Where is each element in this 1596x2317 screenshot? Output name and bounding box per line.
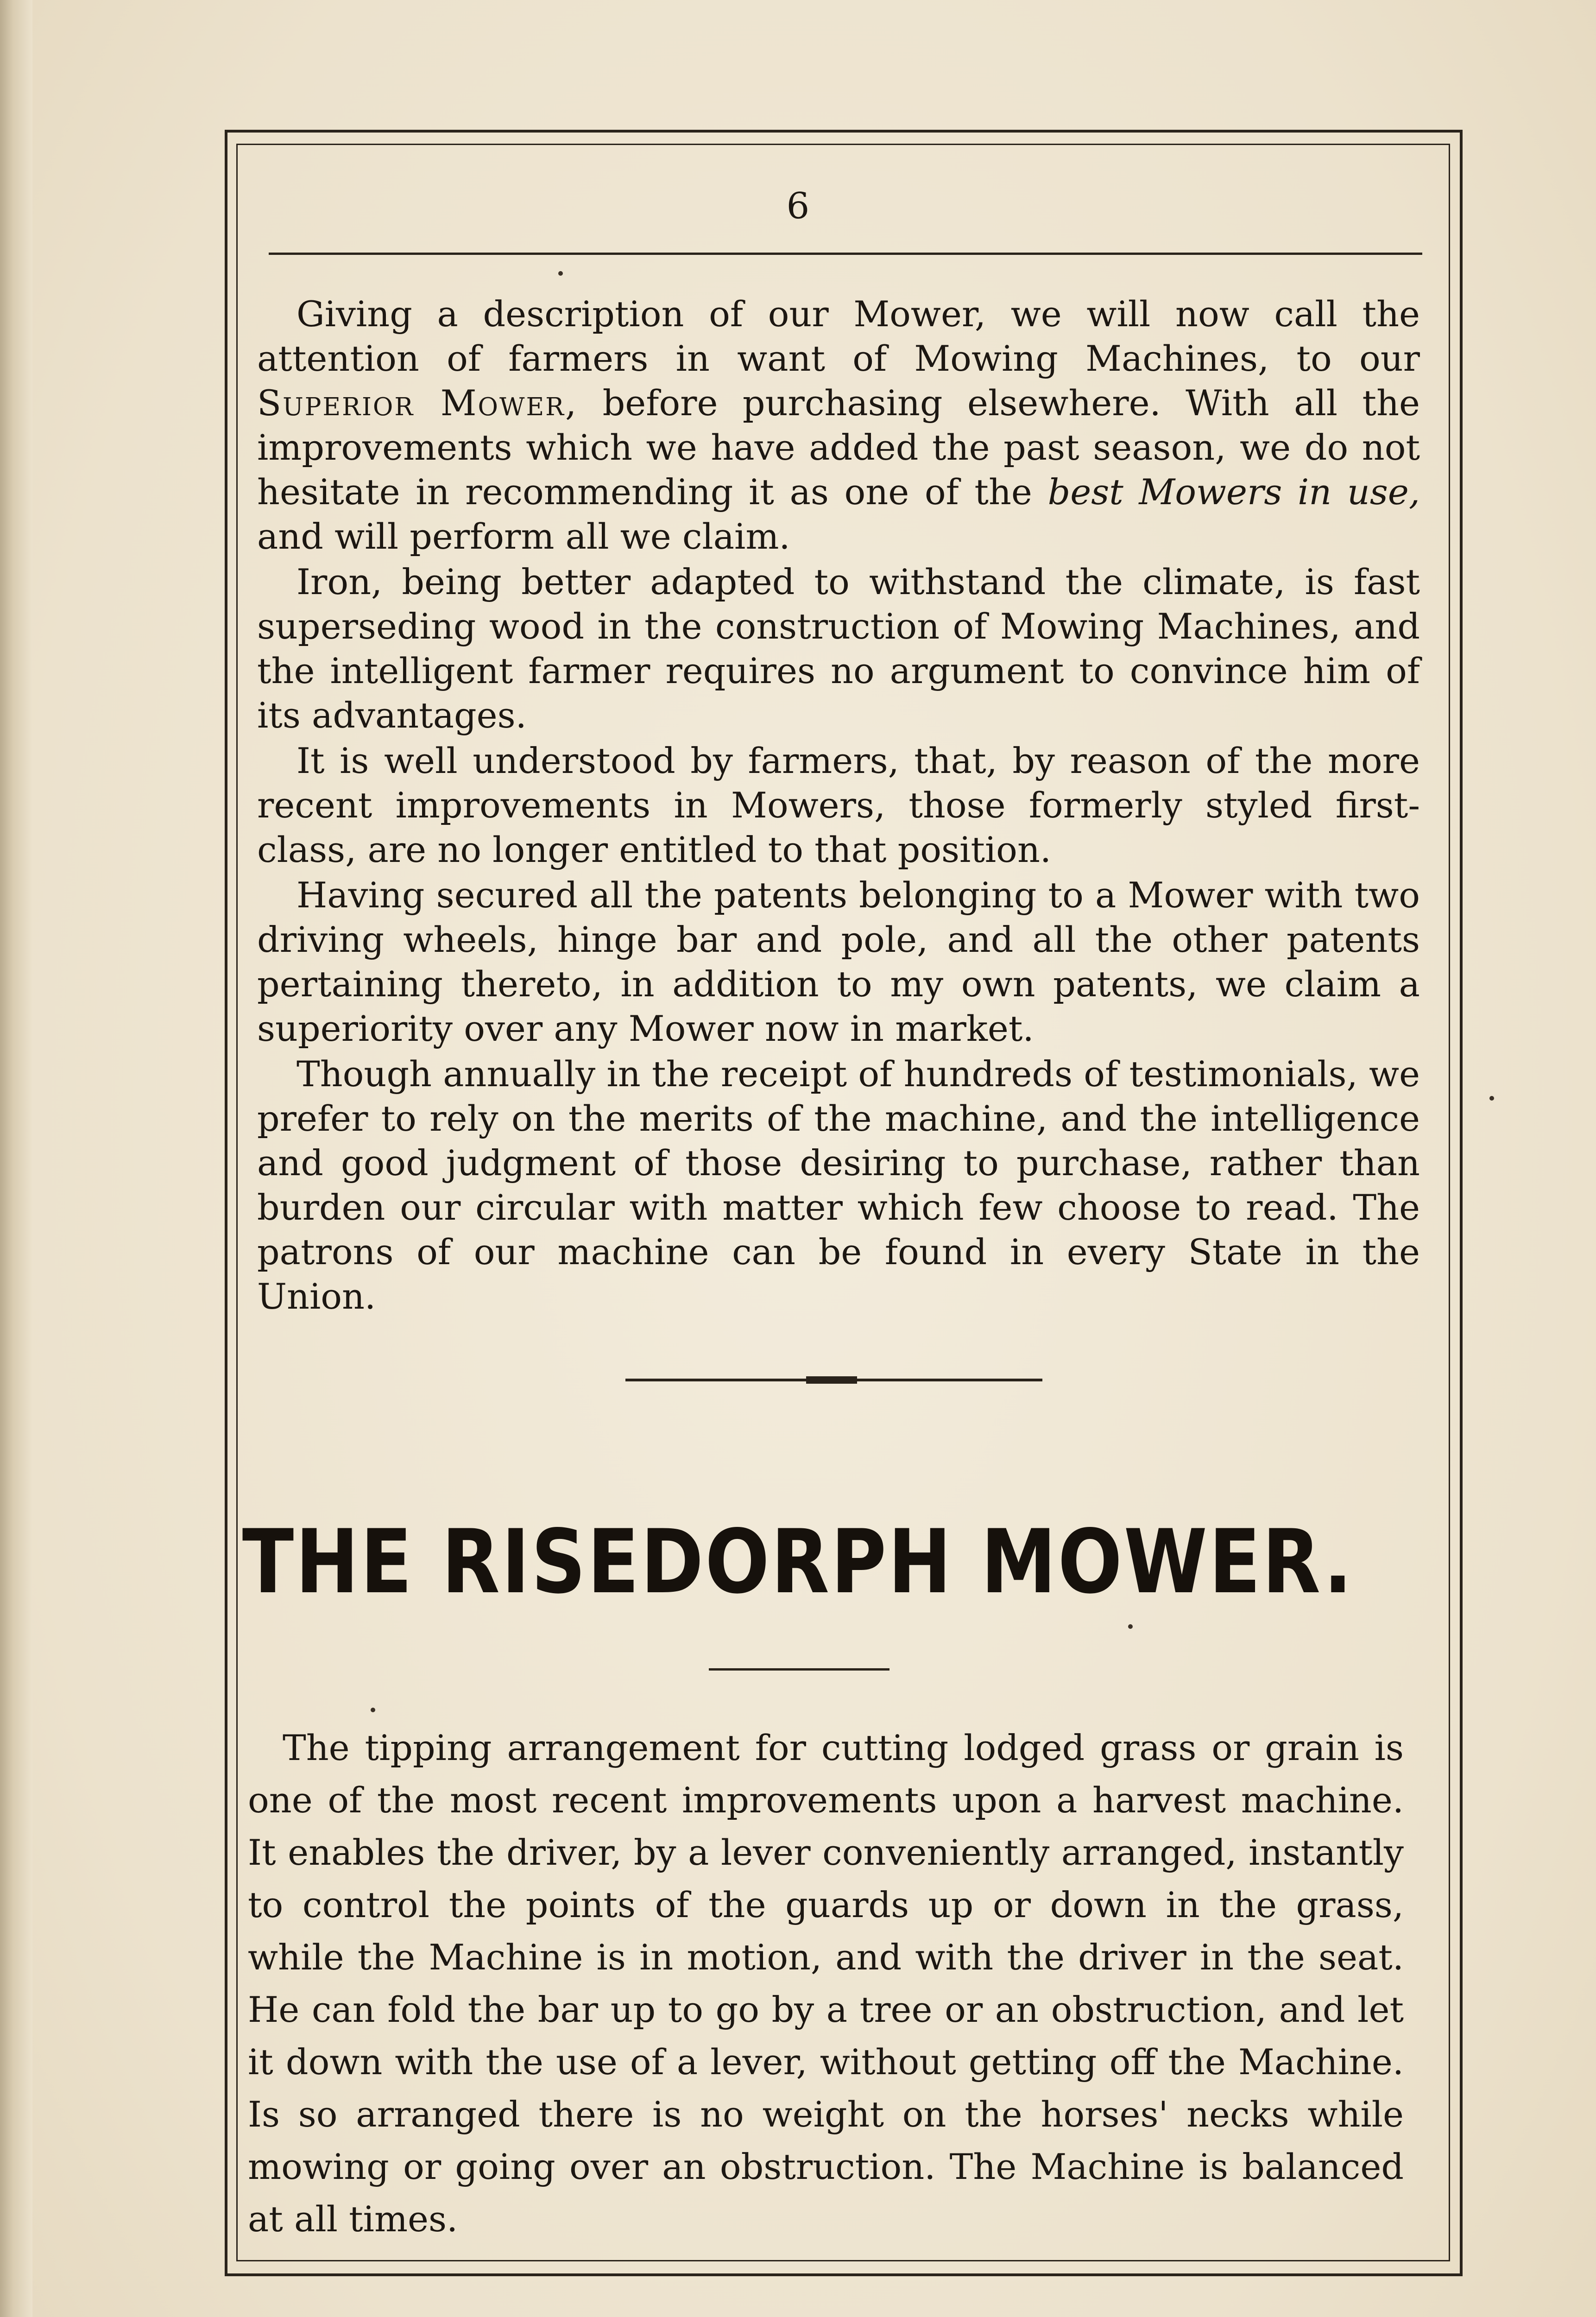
text-run: Iron, being better adapted to withstand the climate, is fast superseding wood in the construction of Mowing Machines, and the intelligent farmer requires no argument to convince him of its advantages. (257, 561, 1420, 736)
section-divider-ornament (806, 1376, 857, 1384)
intro-paragraph (257, 739, 1420, 872)
text-run: Superior Mower, (257, 382, 578, 424)
intro-paragraph (257, 1052, 1420, 1319)
text-run: Giving a description of our Mower, we will now call the attention of farmers in want of Mowing Machines, to our (257, 293, 1420, 379)
paper-speck (1128, 1624, 1133, 1629)
paper-speck (1489, 1096, 1494, 1101)
intro-paragraph (257, 873, 1420, 1051)
text-run: best Mowers in use, (1047, 471, 1420, 513)
text-run: It is well understood by farmers, that, by reason of the more recent improvements in Mowers, those formerly styled first-class, are no longer entitled to that position. (257, 740, 1420, 870)
binding-edge (0, 0, 32, 2317)
intro-paragraph (257, 292, 1420, 559)
section-paragraph: The tipping arrangement for cutting lodged grass or grain is one of the most recent improvements upon a harvest machine. It enables the driver, by a lever conveniently arranged, instantly to control the points of the guards up or down in the grass, while the Machine is in motion, and with the driver in the seat. He can fold the bar up to go by a tree or an obstruction, and let it down with the use of a lever, without getting off the Machine. Is so arranged there is no weight on the horses' necks while mowing or going over an obstruction. The Machine is balanced at all times. (248, 1727, 1404, 2240)
text-run: Having secured all the patents belonging to a Mower with two driving wheels, hinge bar and pole, and all the other patents pertaining thereto, in addition to my own patents, we claim a superiority over any Mower now in market. (257, 874, 1420, 1049)
text-run: Though annually in the receipt of hundreds of testimonials, we prefer to rely on the merits of the machine, and the intelligence and good judgment of those desiring to purchase, rather than burden our circular with matter which few choose to read. The patrons of our machine can be found in every State in the Union. (257, 1053, 1420, 1317)
section-text-block (248, 1722, 1404, 2245)
section-heading: THE RISEDORPH MOWER. (242, 1511, 1354, 1613)
intro-paragraph (257, 560, 1420, 738)
text-run: before purchasing elsewhere. With all the improvements which we have added the past season, we do not hesitate in recommending it as one of the (257, 382, 1420, 513)
intro-text-block (257, 292, 1420, 1320)
paper-speck (558, 271, 563, 276)
text-run: and will perform all we claim. (257, 516, 790, 557)
page-number: 6 (786, 185, 810, 227)
paper-speck (371, 1708, 375, 1712)
header-rule (269, 253, 1422, 255)
heading-rule (709, 1668, 889, 1671)
